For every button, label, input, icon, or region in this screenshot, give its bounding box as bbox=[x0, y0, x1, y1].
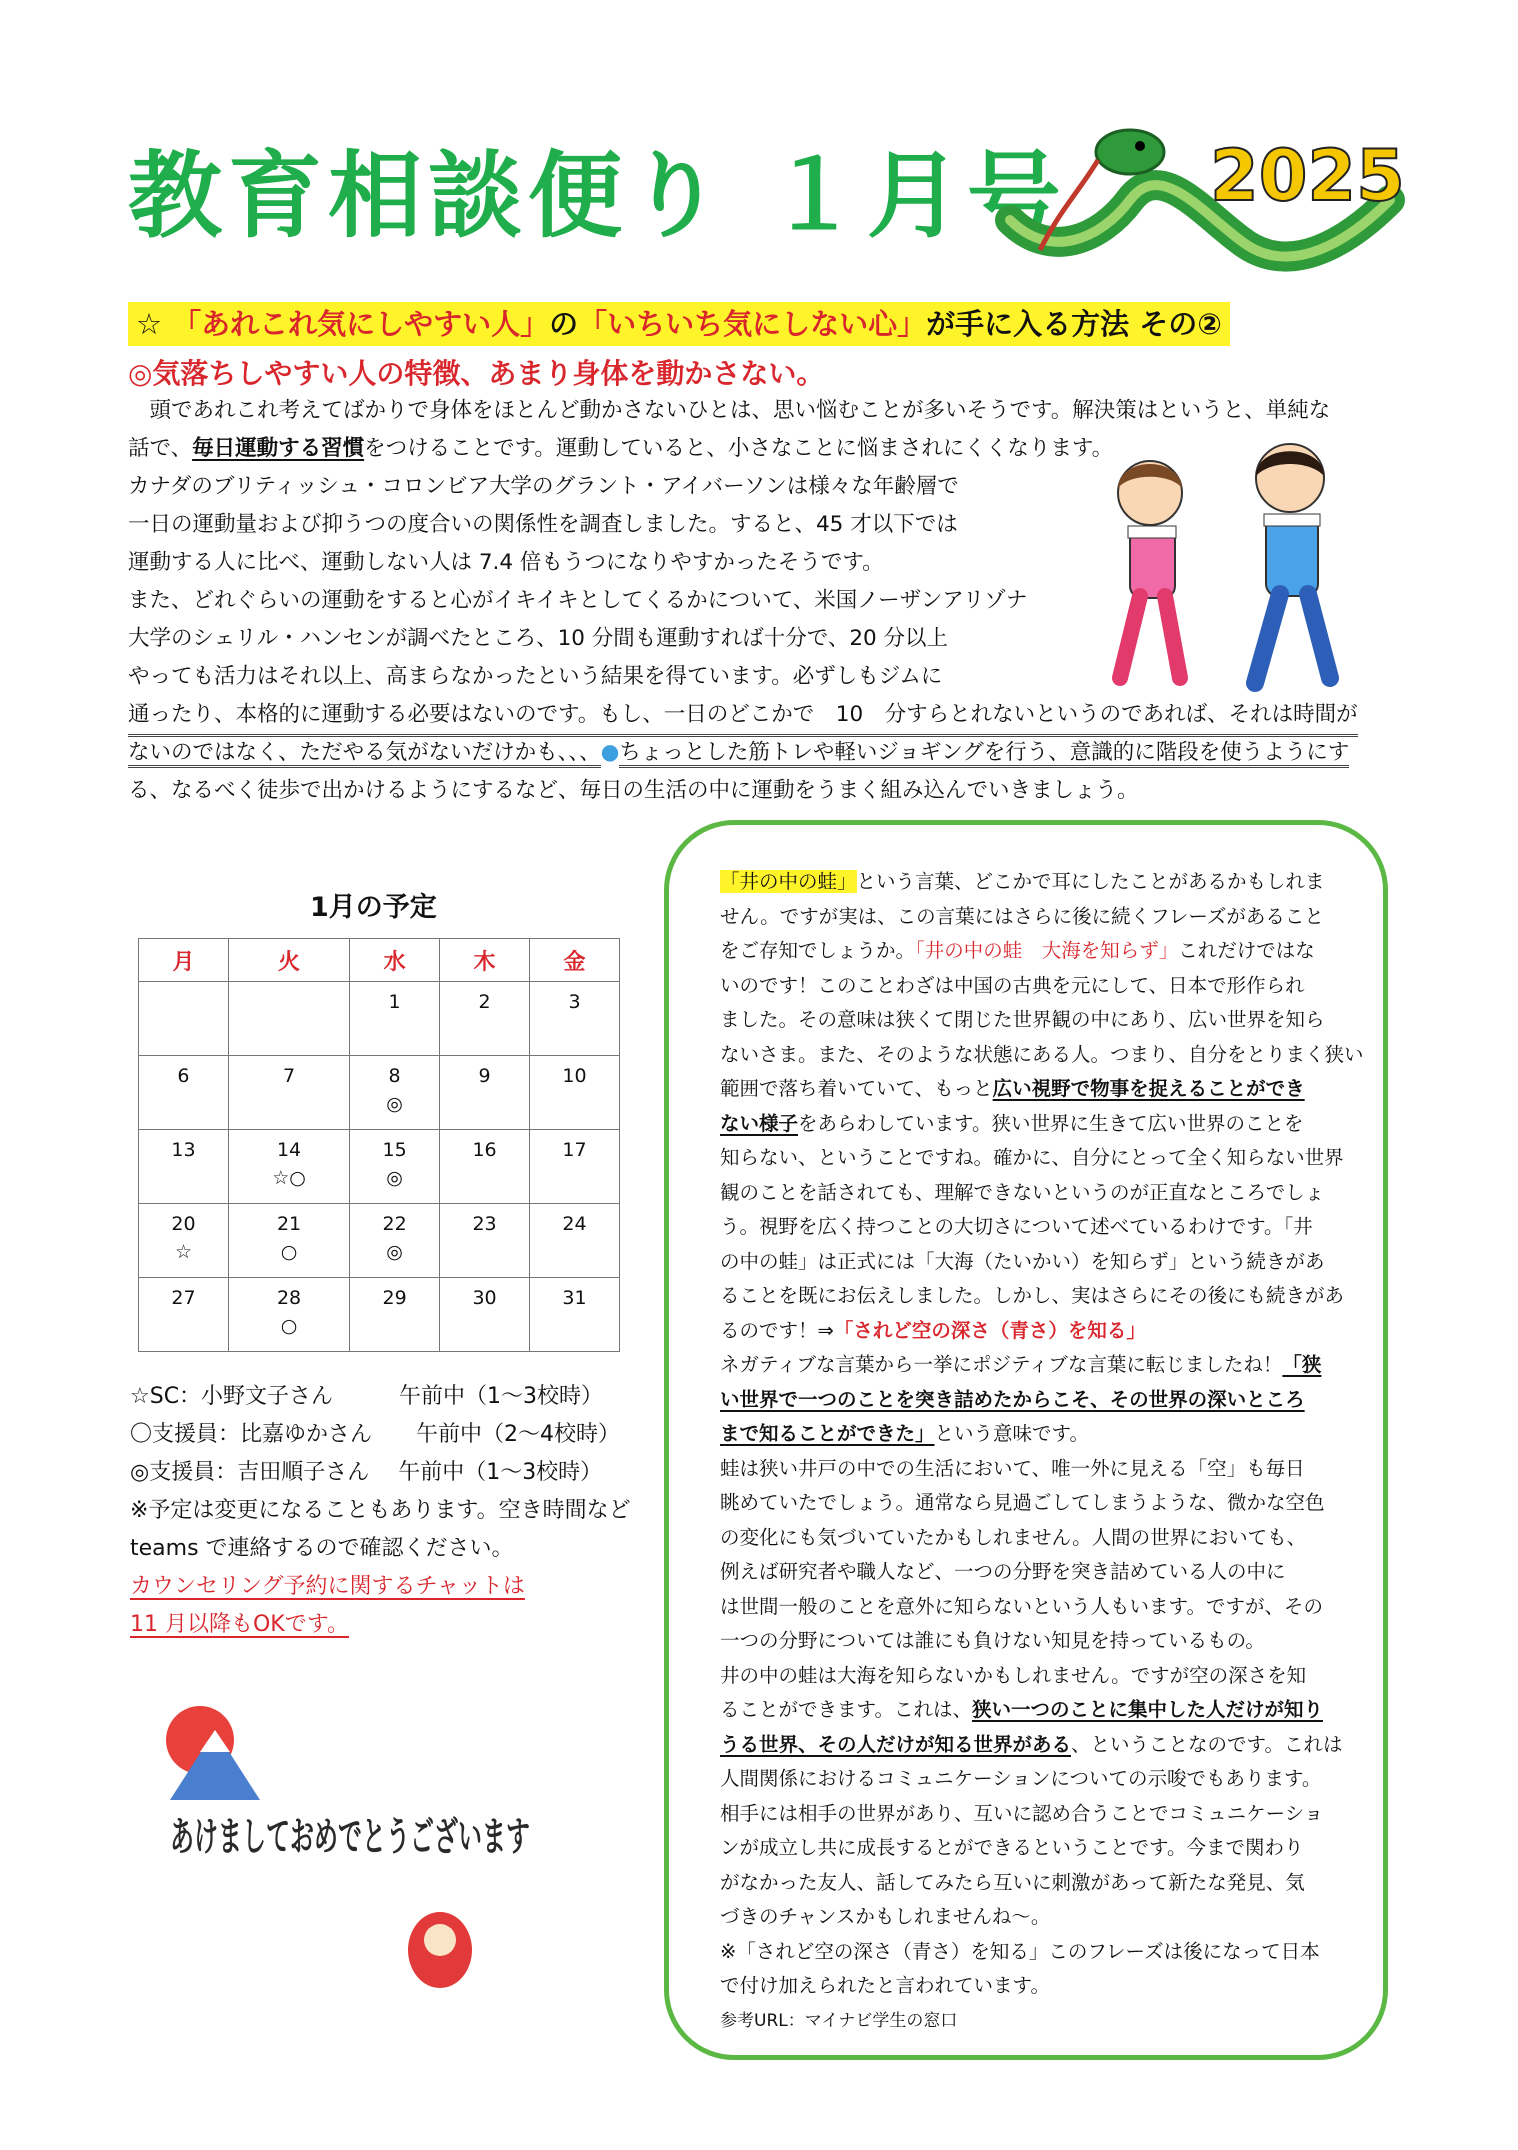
article-line: の中の蛙」は正式には「大海（たいかい）を知らず」という続きがあ bbox=[720, 1249, 1325, 1273]
article-line: 眺めていたでしょう。通常なら見過ごしてしまうような、微かな空色 bbox=[720, 1491, 1325, 1514]
intro-line-6: また、どれぐらいの運動をすると心がイキイキとしてくるかについて、米国ノーザンアリゾナ bbox=[128, 588, 1028, 613]
article-line: ネガティブな言葉から一挙にポジティブな言葉に転じましたね！「狭 bbox=[720, 1353, 1322, 1376]
intro-line-4: 一日の運動量および抑うつの度合いの関係性を調査しました。すると、45 才以下では bbox=[128, 512, 958, 537]
headline-particle: の bbox=[549, 307, 579, 341]
calendar-day-mark: ◎ bbox=[386, 1167, 403, 1189]
calendar-header: 水 bbox=[350, 939, 440, 982]
calendar-week-row bbox=[139, 1056, 620, 1130]
article-line: ※「されど空の深さ（青さ）を知る」このフレーズは後になって日本 bbox=[720, 1939, 1320, 1963]
calendar-day-cell bbox=[350, 1278, 440, 1352]
highlight-exercise-habit: 毎日運動する習慣 bbox=[192, 436, 365, 461]
calendar-day-cell bbox=[350, 1056, 440, 1130]
calendar-day-number: 16 bbox=[472, 1139, 497, 1161]
article-line: 相手には相手の世界があり、互いに認め合うことでコミュニケーショ bbox=[720, 1801, 1324, 1825]
calendar-day-number: 22 bbox=[382, 1213, 407, 1235]
headline-quote-2: 「いちいち気にしない心」 bbox=[578, 307, 927, 341]
article-line: 範囲で落ち着いていて、もっと広い視野で物事を捉えることができ bbox=[720, 1077, 1305, 1100]
article-line: の変化にも気づいていたかもしれません。人間の世界においても、 bbox=[720, 1525, 1307, 1549]
calendar-day-cell bbox=[440, 1278, 530, 1352]
note-change-2: teams で連絡するので確認ください。 bbox=[130, 1536, 514, 1561]
calendar-day-cell bbox=[350, 1204, 440, 1278]
article-line: づきのチャンスかもしれませんね～。 bbox=[720, 1905, 1051, 1928]
reference-url[interactable]: 参考URL：マイナビ学生の窓口 bbox=[720, 2010, 958, 2031]
headline-rest: が手に入る方法 その② bbox=[926, 307, 1222, 341]
article-line: 人間関係におけるコミュニケーションについての示唆でもあります。 bbox=[720, 1767, 1322, 1790]
calendar-day-cell bbox=[228, 1204, 349, 1278]
calendar-day-number: 20 bbox=[171, 1213, 196, 1235]
article-line: 井の中の蛙は大海を知らないかもしれません。ですが空の深さを知 bbox=[720, 1663, 1307, 1687]
calendar-day-cell bbox=[440, 982, 530, 1056]
intro-line-2: 話で、毎日運動する習慣をつけることです。運動していると、小さなことに悩まされにくくなります。 bbox=[128, 436, 1114, 461]
calendar-day-cell bbox=[139, 1278, 229, 1352]
calendar-day-mark: ☆○ bbox=[272, 1167, 306, 1189]
calendar-day-cell bbox=[139, 1130, 229, 1204]
note-sc: ☆SC：小野文子さん 午前中（1～3校時） bbox=[130, 1384, 604, 1409]
calendar-day-number: 27 bbox=[171, 1287, 196, 1309]
article-text bbox=[720, 865, 1364, 2038]
intro-line-3: カナダのブリティッシュ・コロンビア大学のグラント・アイバーソンは様々な年齢層で bbox=[128, 474, 959, 499]
calendar-day-number: 21 bbox=[276, 1213, 302, 1235]
snake-head bbox=[1096, 130, 1164, 174]
calendar-day-cell bbox=[139, 1204, 229, 1278]
calendar-day-number: 23 bbox=[472, 1213, 497, 1235]
article-line: 「井の中の蛙」という言葉、どこかで耳にしたことがあるかもしれま bbox=[720, 870, 1325, 893]
article-line: 観のことを話されても、理解できないというのが正直なところでしょ bbox=[720, 1180, 1325, 1204]
headline-quote-1: 「あれこれ気にしやすい人」 bbox=[172, 307, 550, 341]
note-chat-1: カウンセリング予約に関するチャットは bbox=[130, 1574, 525, 1599]
article-line: ない様子をあらわしています。狭い世界に生きて広い世界のことを bbox=[720, 1111, 1304, 1135]
jogging-people-illustration bbox=[1080, 438, 1380, 698]
greeting-text: あけましておめでとうございます bbox=[170, 1814, 530, 1860]
article-line: ることができます。これは、狭い一つのことに集中した人だけが知り bbox=[720, 1698, 1323, 1721]
calendar-day-number: 7 bbox=[282, 1065, 296, 1087]
star-mark: ☆ bbox=[136, 307, 162, 341]
calendar-day-number: 13 bbox=[171, 1139, 196, 1161]
calendar-day-cell bbox=[350, 982, 440, 1056]
calendar-day-number: 24 bbox=[562, 1213, 587, 1235]
calendar-day-cell bbox=[350, 1130, 440, 1204]
page-title: 教育相談便り １月号 bbox=[128, 142, 1067, 251]
article-line: 知らない、ということですね。確かに、自分にとって全く知らない世界 bbox=[720, 1146, 1344, 1169]
year-text: 2025 bbox=[1210, 135, 1405, 217]
article-line: う。視野を広く持つことの大切さについて述べているわけです。「井 bbox=[720, 1215, 1313, 1238]
article-line: 例えば研究者や職人など、一つの分野を突き詰めている人の中に bbox=[720, 1560, 1286, 1583]
intro-line-9: 通ったり、本格的に運動する必要はないのです。もし、一日のどこかで 10 分すらとれないというのであれば、それは時間が bbox=[128, 696, 1358, 737]
article-line: 一つの分野については誰にも負けない知見を持っているもの。 bbox=[720, 1629, 1265, 1652]
calendar-day-cell bbox=[228, 982, 349, 1056]
snake-year-illustration bbox=[990, 90, 1420, 280]
calendar-day-number: 3 bbox=[568, 991, 581, 1013]
drop-icon: ● bbox=[600, 740, 620, 765]
calendar-day-number: 17 bbox=[562, 1139, 587, 1161]
calendar-day-number: 29 bbox=[382, 1287, 407, 1309]
note-change-1: ※予定は変更になることもあります。空き時間など bbox=[130, 1498, 631, 1523]
calendar-header: 火 bbox=[228, 939, 349, 982]
calendar-day-number: 10 bbox=[562, 1065, 587, 1087]
article-line: るのです！⇒「されど空の深さ（青さ）を知る」 bbox=[720, 1318, 1146, 1342]
article-line: がなかった友人、話してみたら互いに刺激があって新たな発見、気 bbox=[720, 1870, 1305, 1894]
calendar-day-number: 30 bbox=[472, 1287, 497, 1309]
new-year-greeting-illustration bbox=[160, 1690, 540, 2000]
calendar-day-number: 28 bbox=[276, 1287, 302, 1309]
intro-line-8: やっても活力はそれ以上、高まらなかったという結果を得ています。必ずしもジムに bbox=[128, 664, 943, 689]
calendar-day-number: 9 bbox=[478, 1065, 491, 1087]
calendar-header: 金 bbox=[530, 939, 620, 982]
calendar-day-cell bbox=[530, 1130, 620, 1204]
calendar-day-cell bbox=[440, 1056, 530, 1130]
calendar-day-number: 1 bbox=[388, 991, 401, 1013]
calendar-week-row bbox=[139, 1204, 620, 1278]
calendar-day-cell bbox=[139, 982, 229, 1056]
intro-line-5: 運動する人に比べ、運動しない人は 7.4 倍もうつになりやすかったそうです。 bbox=[128, 550, 884, 575]
calendar-week-row bbox=[139, 1278, 620, 1352]
note-support-2: ◎支援員：吉田順子さん 午前中（1～3校時） bbox=[130, 1460, 603, 1485]
calendar-day-cell bbox=[530, 982, 620, 1056]
article-line: ないさま。また、そのような状態にある人。つまり、自分をとりまく狭い bbox=[720, 1042, 1364, 1066]
calendar-title: 1月の予定 bbox=[310, 892, 437, 923]
calendar-day-cell bbox=[530, 1056, 620, 1130]
intro-line-7: 大学のシェリル・ハンセンが調べたところ、10 分間も運動すれば十分で、20 分以上 bbox=[128, 626, 949, 651]
calendar-day-mark: ◎ bbox=[386, 1093, 403, 1115]
article-line: せん。ですが実は、この言葉にはさらに後に続くフレーズがあること bbox=[720, 904, 1324, 928]
note-chat-2: 11 月以降もOKです。 bbox=[130, 1612, 349, 1637]
intro-line-10: ないのではなく、ただやる気がないだけかも、、、●ちょっとした筋トレや軽いジョギングを行う、意識的に階段を使うようにす bbox=[128, 734, 1349, 772]
calendar-header: 木 bbox=[440, 939, 530, 982]
calendar-day-cell bbox=[228, 1278, 349, 1352]
article-line: うる世界、その人だけが知る世界がある、ということなのです。これは bbox=[720, 1732, 1343, 1756]
calendar-day-mark: ○ bbox=[280, 1241, 298, 1263]
article-line: いのです！このことわざは中国の古典を元にして、日本で形作られ bbox=[720, 973, 1305, 997]
calendar-header: 月 bbox=[139, 939, 229, 982]
calendar-table bbox=[138, 938, 620, 1352]
calendar-day-mark: ○ bbox=[280, 1315, 298, 1337]
calendar-day-mark: ☆ bbox=[174, 1241, 192, 1263]
calendar-body bbox=[139, 982, 620, 1352]
intro-line-1: 頭であれこれ考えてばかりで身体をほとんど動かさないひとは、思い悩むことが多いそうです。解決策はというと、単純な bbox=[128, 398, 1331, 423]
calendar-day-cell bbox=[440, 1204, 530, 1278]
calendar-day-cell bbox=[530, 1204, 620, 1278]
boy-runner bbox=[1255, 444, 1330, 683]
girl-runner bbox=[1118, 461, 1182, 678]
subheading: ◎気落ちしやすい人の特徴、あまり身体を動かさない。 bbox=[128, 357, 825, 390]
calendar-day-number: 6 bbox=[177, 1065, 190, 1087]
calendar-week-row bbox=[139, 1130, 620, 1204]
calendar-day-cell bbox=[228, 1056, 349, 1130]
calendar-day-cell bbox=[228, 1130, 349, 1204]
calendar-day-number: 8 bbox=[388, 1065, 401, 1087]
note-support-1: 〇支援員：比嘉ゆかさん 午前中（2～4校時） bbox=[130, 1422, 620, 1447]
calendar-day-number: 2 bbox=[478, 991, 491, 1013]
article-line: 蛙は狭い井戸の中での生活において、唯一外に見える「空」も毎日 bbox=[720, 1456, 1305, 1480]
headline bbox=[128, 302, 1230, 346]
snake-eye bbox=[1135, 141, 1145, 151]
calendar-day-cell bbox=[440, 1130, 530, 1204]
calendar-day-number: 31 bbox=[562, 1287, 587, 1309]
calendar-week-row bbox=[139, 982, 620, 1056]
calendar-day-mark: ◎ bbox=[386, 1241, 403, 1263]
intro-line-11: る、なるべく徒歩で出かけるようにするなど、毎日の生活の中に運動をうまく組み込んでいきましょう。 bbox=[128, 778, 1139, 803]
article-line: まで知ることができた」という意味です。 bbox=[720, 1422, 1089, 1445]
article-line: ました。その意味は狭くて閉じた世界観の中にあり、広い世界を知ら bbox=[720, 1008, 1325, 1031]
article-line: ンが成立し共に成長するとができるということです。今まで関わり bbox=[720, 1836, 1304, 1859]
calendar-day-cell bbox=[139, 1056, 229, 1130]
article-line: ることを既にお伝えしました。しかし、実はさらにその後にも続きがあ bbox=[720, 1284, 1345, 1307]
calendar-day-number: 14 bbox=[276, 1139, 302, 1161]
article-line: をご存知でしょうか。「井の中の蛙 大海を知らず」これだけではな bbox=[720, 939, 1315, 962]
article-line: は世間一般のことを意外に知らないという人もいます。ですが、その bbox=[720, 1594, 1323, 1618]
calendar-day-cell bbox=[530, 1278, 620, 1352]
article-line: で付け加えられたと言われています。 bbox=[720, 1974, 1050, 1997]
article-line: い世界で一つのことを突き詰めたからこそ、その世界の深いところ bbox=[720, 1387, 1305, 1411]
calendar-day-number: 15 bbox=[382, 1139, 407, 1161]
